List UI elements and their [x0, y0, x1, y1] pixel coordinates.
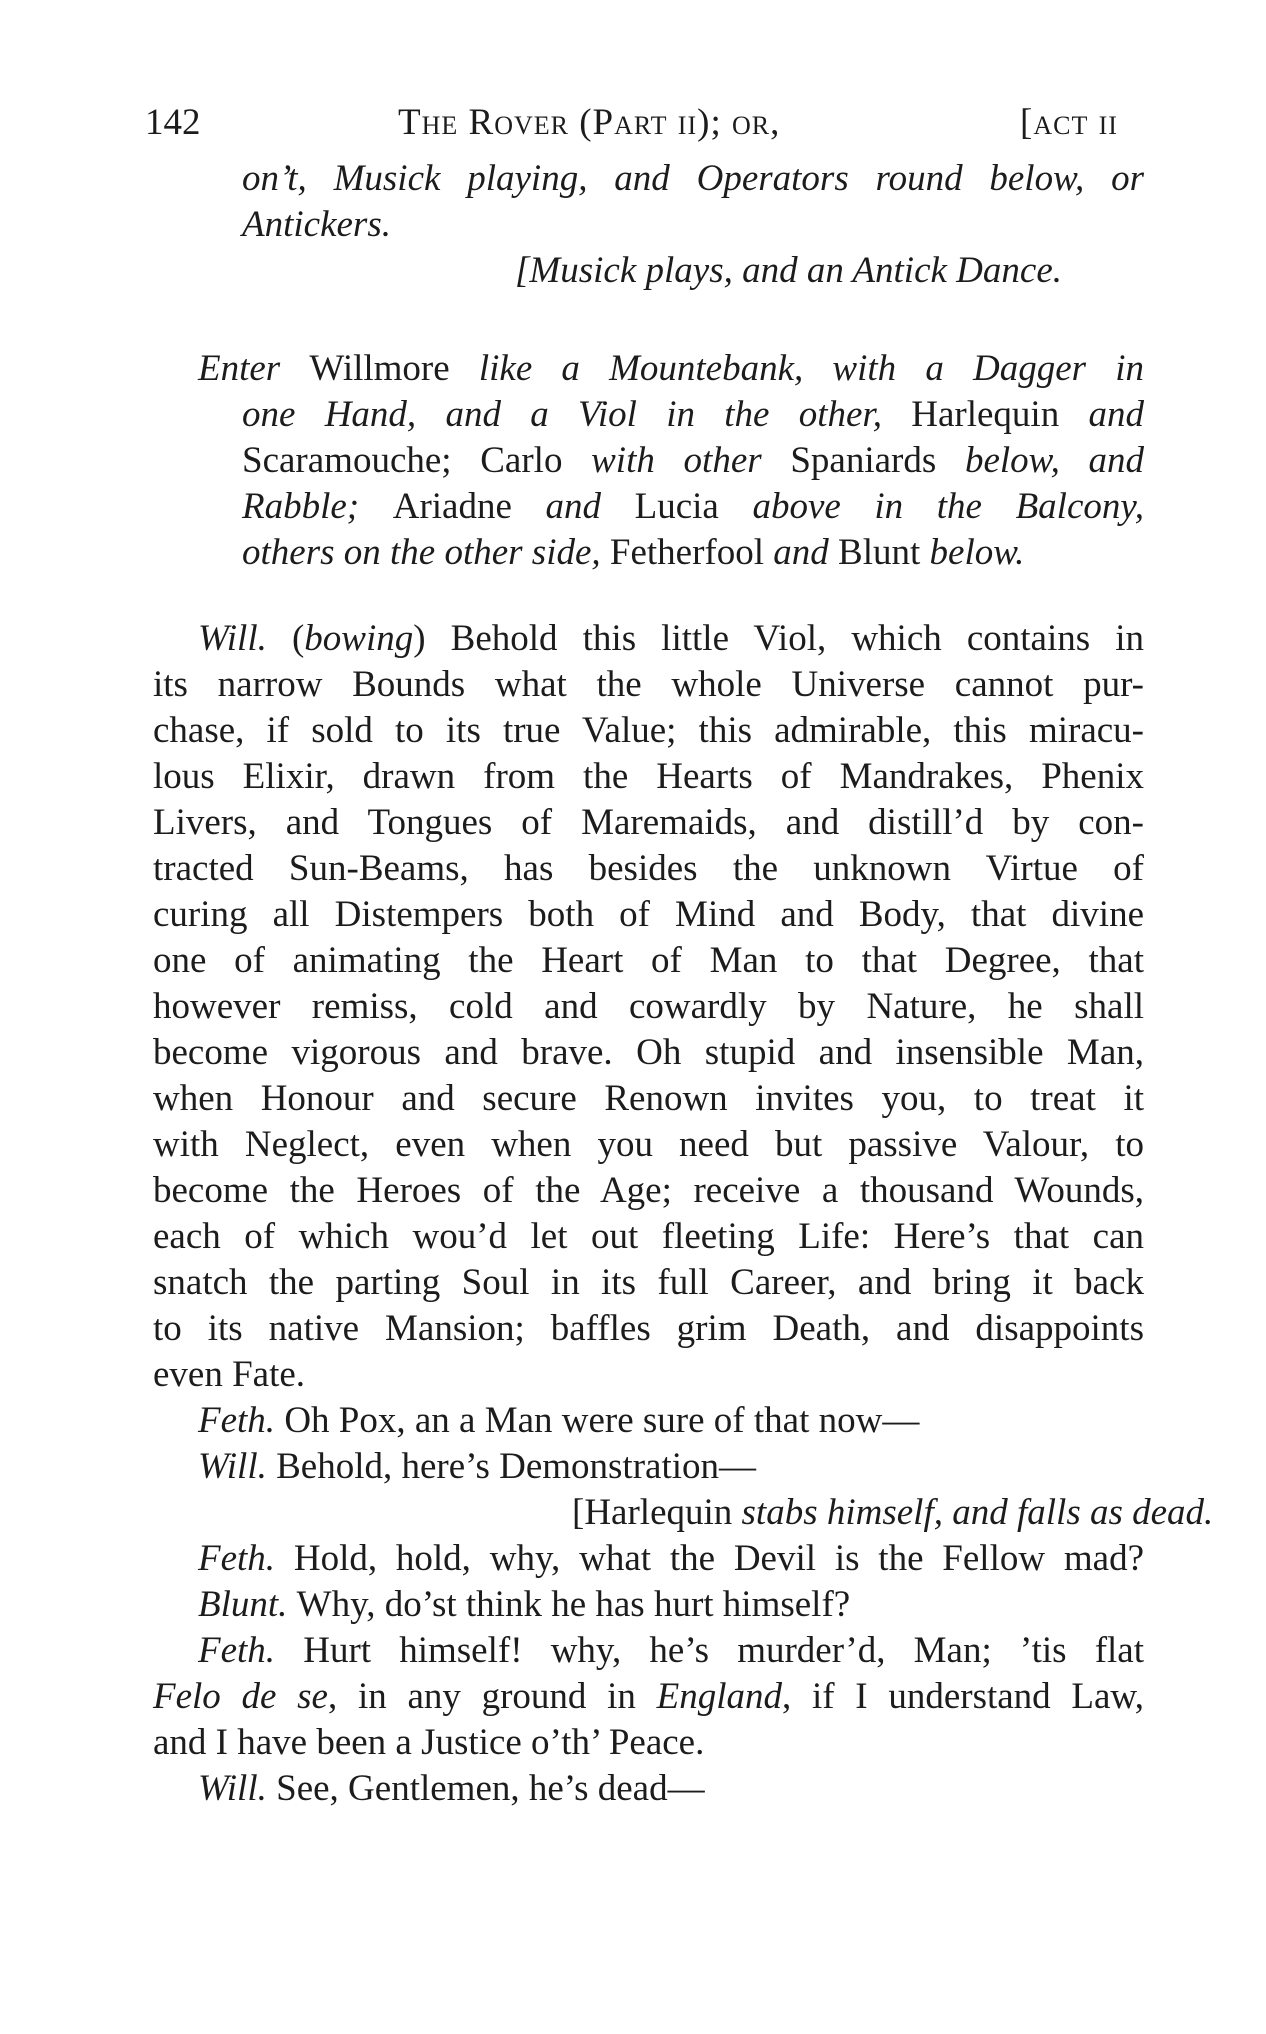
roman-text: Hold, hold, why, what the Devil is the Fellow mad?	[293, 1538, 1144, 1579]
roman-text: one of animating the Heart of Man to that Degree, that	[153, 940, 1144, 981]
roman-text: [Harlequin	[572, 1492, 742, 1533]
roman-text: Fetherfool	[609, 532, 774, 573]
italic-text: Rabble;	[242, 486, 393, 527]
roman-text: lous Elixir, drawn from the Hearts of Mandrakes, Phenix	[153, 756, 1144, 797]
roman-text: and I have been a Justice o’th’ Peace.	[153, 1722, 705, 1763]
speech-line	[153, 1168, 1144, 1214]
italic-text: like a Mountebank, with a Dagger in	[478, 348, 1144, 389]
roman-text: Scaramouche; Carlo	[242, 440, 592, 481]
roman-text: Ariadne	[392, 486, 546, 527]
italic-text: and	[773, 532, 839, 573]
roman-text: , in any ground in	[327, 1676, 657, 1717]
stage-direction-line	[242, 530, 1024, 576]
speech-line	[198, 1444, 756, 1490]
stage-direction-line	[242, 392, 1144, 438]
roman-text: , if I understand Law,	[782, 1676, 1144, 1717]
italic-text: bowing	[304, 618, 414, 659]
italic-text: Will.	[198, 1768, 277, 1809]
italic-text: and	[1088, 394, 1144, 435]
act-marker: [act ii	[1020, 102, 1118, 143]
speech-line	[153, 1030, 1144, 1076]
italic-text: Enter	[198, 348, 310, 389]
roman-text: however remiss, cold and cowardly by Nature, he shall	[153, 986, 1144, 1027]
roman-text: become vigorous and brave. Oh stupid and insensible Man,	[153, 1032, 1144, 1073]
roman-text: become the Heroes of the Age; receive a thousand Wounds,	[153, 1170, 1144, 1211]
stage-direction-line	[515, 248, 1062, 294]
italic-text: Feth.	[198, 1538, 294, 1579]
speech-line	[153, 708, 1144, 754]
roman-text: each of which wou’d let out fleeting Life: Here’s that can	[153, 1216, 1144, 1257]
italic-text: Will.	[198, 618, 292, 659]
italic-text: Felo de se	[153, 1676, 328, 1717]
italic-text: stabs himself, and falls as dead.	[741, 1492, 1214, 1533]
roman-text: its narrow Bounds what the whole Universe cannot pur-	[153, 664, 1144, 705]
roman-text: Willmore	[309, 348, 479, 389]
speech-line	[153, 1122, 1144, 1168]
roman-text: tracted Sun-Beams, has besides the unknown Virtue of	[153, 848, 1144, 889]
running-title: The Rover (Part ii); or,	[398, 102, 781, 143]
roman-text: Oh Pox, an a Man were sure of that now—	[284, 1400, 920, 1441]
speech-line	[153, 938, 1144, 984]
italic-text: and	[545, 486, 635, 527]
speech-line	[153, 1720, 704, 1766]
italic-text: one Hand, and a Viol in the other,	[242, 394, 912, 435]
italic-text: below.	[929, 532, 1025, 573]
speech-line	[153, 1260, 1144, 1306]
speech-line	[153, 1306, 1144, 1352]
speech-line	[153, 1352, 305, 1398]
speech-line	[153, 846, 1144, 892]
italic-text: below, and	[964, 440, 1144, 481]
speech-line	[153, 984, 1144, 1030]
italic-text: others on the other side,	[242, 532, 610, 573]
roman-text: See, Gentlemen, he’s dead—	[276, 1768, 705, 1809]
italic-text: England	[656, 1676, 783, 1717]
roman-text: (	[291, 618, 305, 659]
page-number: 142	[145, 102, 201, 143]
speech-line	[153, 1674, 1144, 1720]
speech-line	[198, 1628, 1144, 1674]
speech-line	[153, 754, 1144, 800]
italic-text: Will.	[198, 1446, 277, 1487]
stage-direction-line	[242, 202, 391, 248]
roman-text: Why, do’st think he has hurt himself?	[296, 1584, 851, 1625]
roman-text: snatch the parting Soul in its full Career, and bring it back	[153, 1262, 1144, 1303]
roman-text: curing all Distempers both of Mind and Body, that divine	[153, 894, 1144, 935]
speech-line	[153, 800, 1144, 846]
roman-text: Harlequin	[911, 394, 1089, 435]
speech-line	[198, 1536, 1144, 1582]
stage-direction-line	[572, 1490, 1213, 1536]
speech-line	[198, 1766, 705, 1812]
speech-line	[198, 1582, 850, 1628]
roman-text: to its native Mansion; baffles grim Death, and disappoints	[153, 1308, 1144, 1349]
italic-text: on’t, Musick playing, and Operators round below, or	[242, 158, 1144, 199]
italic-text: Feth.	[198, 1400, 285, 1441]
stage-direction-line	[242, 484, 1144, 530]
italic-text: Antickers.	[242, 204, 391, 245]
roman-text: Livers, and Tongues of Maremaids, and distill’d by con-	[153, 802, 1144, 843]
speech-line	[153, 662, 1144, 708]
speech-line	[153, 1076, 1144, 1122]
stage-direction-line	[198, 346, 1144, 392]
italic-text: Blunt.	[198, 1584, 297, 1625]
italic-text: with other	[591, 440, 791, 481]
roman-text: with Neglect, even when you need but passive Valour, to	[153, 1124, 1144, 1165]
stage-direction-line	[242, 156, 1144, 202]
roman-text: Spaniards	[790, 440, 965, 481]
speech-line	[153, 892, 1144, 938]
italic-text: above in the Balcony,	[752, 486, 1145, 527]
roman-text: Hurt himself! why, he’s murder’d, Man; ’tis flat	[303, 1630, 1144, 1671]
roman-text: Blunt	[838, 532, 930, 573]
italic-text: [Musick plays, and an Antick Dance.	[515, 250, 1062, 291]
roman-text: chase, if sold to its true Value; this admirable, this miracu-	[153, 710, 1144, 751]
roman-text: Behold, here’s Demonstration—	[276, 1446, 757, 1487]
speech-line	[198, 1398, 919, 1444]
speech-line	[153, 1214, 1144, 1260]
roman-text: when Honour and secure Renown invites you, to treat it	[153, 1078, 1144, 1119]
speech-line	[198, 616, 1144, 662]
italic-text: Feth.	[198, 1630, 304, 1671]
roman-text: Lucia	[634, 486, 753, 527]
stage-direction-line	[242, 438, 1144, 484]
roman-text: ) Behold this little Viol, which contains in	[413, 618, 1144, 659]
roman-text: even Fate.	[153, 1354, 306, 1395]
